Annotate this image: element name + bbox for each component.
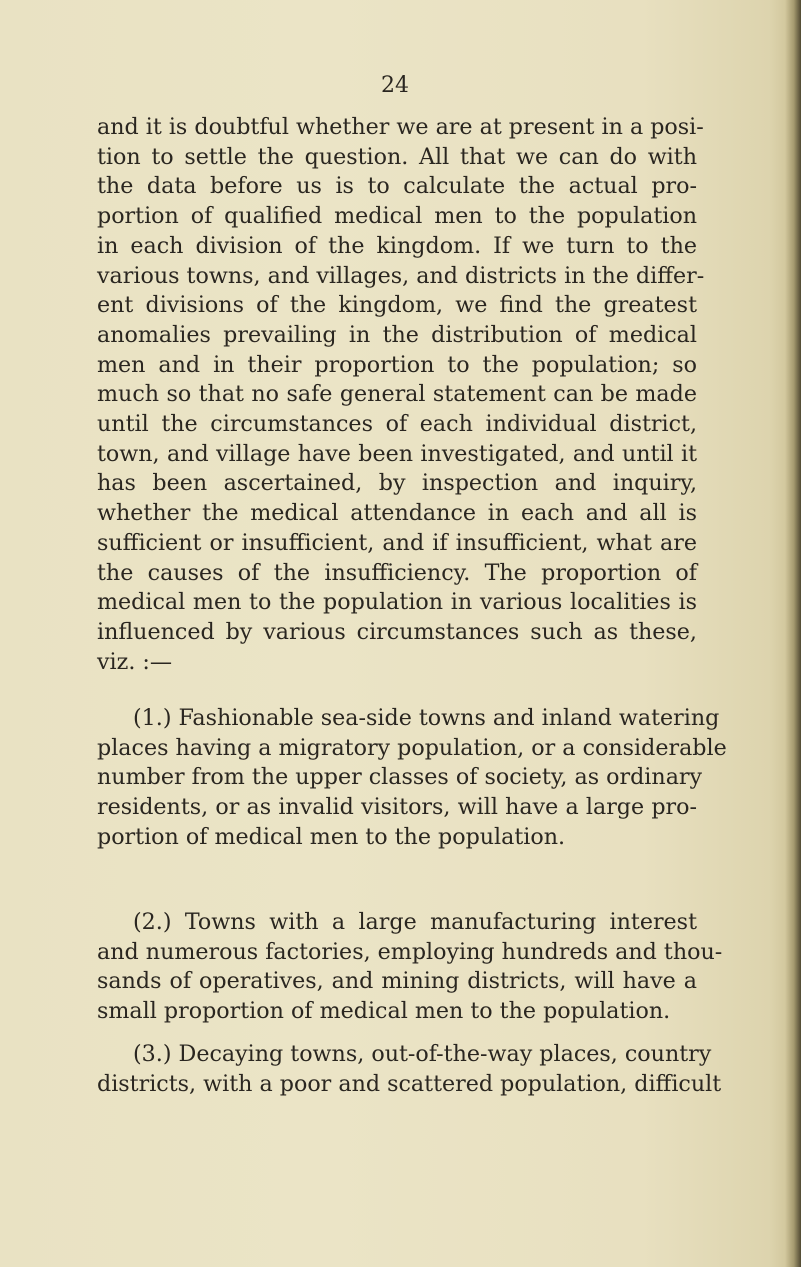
text-line: the causes of the insufficiency. The proportion of xyxy=(97,559,697,586)
text-line: places having a migratory population, or a considerable xyxy=(97,734,727,761)
text-line: residents, or as invalid visitors, will have a large pro- xyxy=(97,794,697,821)
paragraph-item-2 xyxy=(97,908,723,1027)
text-line: (2.) Towns with a large manufacturing interest xyxy=(133,909,697,935)
text-line: sufficient or insufficient, and if insufficient, what are xyxy=(97,529,697,556)
paragraph-item-1 xyxy=(97,704,727,853)
text-line: (3.) Decaying towns, out-of-the-way places, country xyxy=(133,1041,712,1067)
text-line: ent divisions of the kingdom, we find the greatest xyxy=(97,292,697,319)
text-line: districts, with a poor and scattered population, difficult xyxy=(97,1070,722,1097)
text-line: much so that no safe general statement can be made xyxy=(97,381,697,408)
text-line: medical men to the population in various localities is xyxy=(97,589,697,616)
text-line: men and in their proportion to the population; so xyxy=(97,351,697,378)
text-line: and numerous factories, employing hundreds and thou- xyxy=(97,938,723,965)
text-line: until the circumstances of each individual district, xyxy=(97,411,697,438)
text-line: sands of operatives, and mining districts, will have a xyxy=(97,968,697,995)
text-line: the data before us is to calculate the actual pro- xyxy=(97,173,697,200)
text-line: number from the upper classes of society, as ordinary xyxy=(97,764,703,791)
page-number: 24 xyxy=(381,73,409,98)
text-line: anomalies prevailing in the distribution of medical xyxy=(97,321,697,348)
text-line: and it is doubtful whether we are at present in a posi- xyxy=(97,114,704,140)
text-line: portion of medical men to the population. xyxy=(97,823,566,850)
page-edge-shadow xyxy=(785,0,801,1267)
text-line: viz. :— xyxy=(97,648,173,675)
text-line: influenced by various circumstances such as these, xyxy=(97,618,697,645)
text-line: has been ascertained, by inspection and inquiry, xyxy=(97,470,697,497)
text-line: whether the medical attendance in each and all is xyxy=(97,500,697,527)
paragraph-main xyxy=(97,113,705,677)
paragraph-item-3 xyxy=(97,1040,722,1099)
text-line: small proportion of medical men to the population. xyxy=(97,998,671,1025)
text-line: portion of qualified medical men to the population xyxy=(97,203,697,230)
text-line: in each division of the kingdom. If we turn to the xyxy=(97,232,697,259)
text-line: (1.) Fashionable sea-side towns and inland watering xyxy=(133,705,720,731)
text-line: tion to settle the question. All that we can do with xyxy=(97,143,697,170)
text-line: various towns, and villages, and districts in the differ- xyxy=(97,262,705,289)
text-line: town, and village have been investigated, and until it xyxy=(97,440,697,467)
